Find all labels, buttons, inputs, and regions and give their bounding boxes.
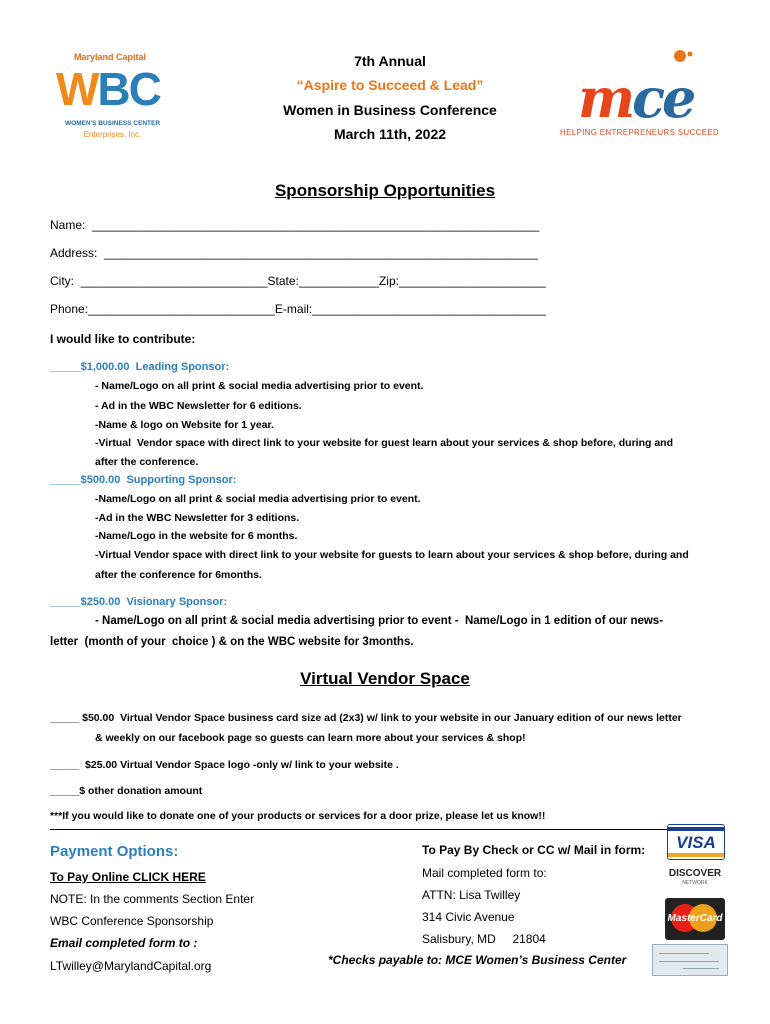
check-icon <box>652 944 728 976</box>
phone-email-field[interactable]: Phone:____________________________E-mail:___________________________________ <box>50 302 546 316</box>
list-item: letter (month of your choice ) & on the WBC website for 3months. <box>50 636 414 648</box>
visa-card-icon: VISA <box>667 824 725 860</box>
mastercard-icon: MasterCard <box>665 898 725 940</box>
list-item: -Name/Logo on all print & social media advertising prior to event. <box>95 493 421 505</box>
list-item: - Ad in the WBC Newsletter for 6 editions. <box>95 400 302 412</box>
list-item: - Name/Logo on all print & social media advertising prior to event - Name/Logo in 1 edition of our news- <box>95 615 664 627</box>
list-item: -Ad in the WBC Newsletter for 3 editions. <box>95 512 300 524</box>
mail-street: 314 Civic Avenue <box>422 910 515 924</box>
payment-title: Payment Options: <box>50 843 179 860</box>
wbc-logo <box>50 52 185 147</box>
header-line1: 7th Annual <box>354 53 426 69</box>
wbc-logo-top-text: Maryland Capital <box>73 52 147 62</box>
wbc-logo-sub1: WOMEN'S BUSINESS CENTER <box>64 120 161 127</box>
email-label: Email completed form to : <box>50 936 198 950</box>
sponsorship-title: Sponsorship Opportunities <box>274 181 496 200</box>
address-field[interactable]: Address: _________________________________________________________________ <box>50 246 538 260</box>
tier-supporting-heading[interactable]: _____$500.00 Supporting Sponsor: <box>50 474 237 486</box>
list-item: -Name/Logo in the website for 6 months. <box>95 530 298 542</box>
name-field[interactable]: Name: ___________________________________________________________________ <box>50 218 540 232</box>
contribute-label: I would like to contribute: <box>50 332 196 346</box>
list-item: -Virtual Vendor space with direct link to your website for guest learn about your services & shop before, during and <box>95 437 674 449</box>
header-tagline: “Aspire to Succeed & Lead” <box>296 77 484 93</box>
vendor-option-other[interactable]: _____$ other donation amount <box>50 785 203 797</box>
city-state-zip-field[interactable]: City: ____________________________State:____________Zip:______________________ <box>50 274 546 288</box>
mce-logo-tagline: HELPING ENTREPRENEURS SUCCEED <box>560 128 719 137</box>
pay-online-link[interactable]: To Pay Online CLICK HERE <box>50 870 206 884</box>
list-item: -Virtual Vendor space with direct link to your website for guests to learn about your services & shop before, during and <box>95 549 689 561</box>
vendor-option-25[interactable]: _____ $25.00 Virtual Vendor Space logo -only w/ link to your website . <box>50 759 399 771</box>
header-conference: Women in Business Conference <box>283 102 497 118</box>
list-item: - Name/Logo on all print & social media advertising prior to event. <box>95 380 424 392</box>
wbc-logo-mark: WBC <box>56 63 160 115</box>
list-item: after the conference for 6months. <box>95 569 262 581</box>
mce-logo <box>560 48 720 143</box>
mail-attn: ATTN: Lisa Twilley <box>422 888 521 902</box>
check-heading: To Pay By Check or CC w/ Mail in form: <box>422 843 646 857</box>
mce-logo-mark: mce <box>578 66 694 130</box>
list-item: after the conference. <box>95 456 199 468</box>
mail-city: Salisbury, MD 21804 <box>422 932 546 946</box>
tier-visionary-heading[interactable]: _____$250.00 Visionary Sponsor: <box>50 596 228 608</box>
vendor-option-50-detail: & weekly on our facebook page so guests can learn more about your services & shop! <box>95 732 526 744</box>
door-prize-note: ***If you would like to donate one of your products or services for a door prize, please let us know!! <box>50 810 546 822</box>
header-date: March 11th, 2022 <box>333 126 447 142</box>
discover-card-icon: DISCOVER NETWORK <box>667 864 723 890</box>
vendor-option-50[interactable]: _____ $50.00 Virtual Vendor Space business card size ad (2x3) w/ link to your website in our January edition of our news letter <box>50 712 682 724</box>
mail-line: Mail completed form to: <box>422 866 547 880</box>
payment-note-1: NOTE: In the comments Section Enter <box>50 892 255 906</box>
vendor-title: Virtual Vendor Space <box>300 669 470 688</box>
payment-note-2: WBC Conference Sponsorship <box>50 914 214 928</box>
checks-payable: *Checks payable to: MCE Women’s Business Center <box>328 953 627 967</box>
email-address[interactable]: LTwilley@MarylandCapital.org <box>50 959 212 973</box>
divider <box>50 829 712 830</box>
list-item: -Name & logo on Website for 1 year. <box>95 419 274 431</box>
wbc-logo-sub2: Enterprises, Inc. <box>83 130 142 139</box>
tier-leading-heading[interactable]: _____$1,000.00 Leading Sponsor: <box>50 361 230 373</box>
